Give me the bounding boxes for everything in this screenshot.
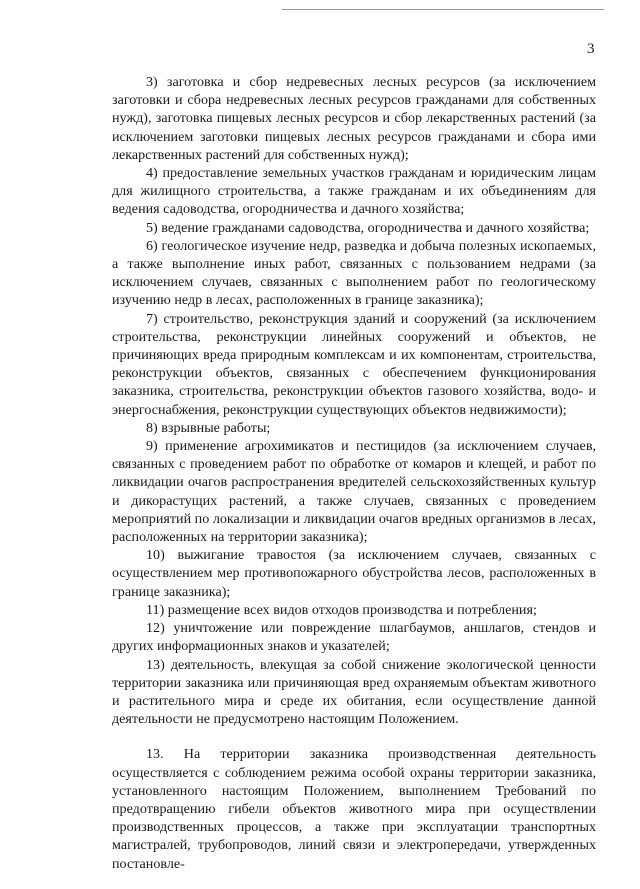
list-item-12: 12) уничтожение или повреждение шлагбаумов, аншлагов, стендов и других информационных знаков и указателей; xyxy=(112,620,596,655)
list-item-5: 5) ведение гражданами садоводства, огородничества и дачного хозяйства; xyxy=(146,219,590,236)
list-item-4: 4) предоставление земельных участков гражданам и юридическим лицам для жилищного строительства, а также гражданам и их объединениям для ведения садоводства, огородничества и дачного хозяйства; xyxy=(112,165,596,218)
list-item-13: 13) деятельность, влекущая за собой снижение экологической ценности территории заказника или причиняющая вред охраняемым объектам животного и растительного мира и среде их обитания, если осуществление данной деятельности не предусмотрено настоящим Положением. xyxy=(112,656,596,728)
section-13-paragraph: 13. На территории заказника производственная деятельность осуществляется с соблюдением режима особой охраны территории заказника, установленного настоящим Положением, выполнением Требований по предотвращению гибели объектов животного мира при осуществлении производственных процессов, а также при эксплуатации транспортных магистралей, трубопроводов, линий связи и электропередачи, утвержденных постановле- xyxy=(112,746,596,872)
list-item-3: 3) заготовка и сбор недревесных лесных ресурсов (за исключением заготовки и сбора недревесных лесных ресурсов гражданами для собственных нужд), заготовка пищевых лесных ресурсов и сбор лекарственных растений (за исключением заготовки пищевых лесных ресурсов гражданами и сбора ими лекарственных растений для собственных нужд); xyxy=(112,74,596,163)
list-item-8: 8) взрывные работы; xyxy=(146,419,271,436)
list-item-10: 10) выжигание травостоя (за исключением случаев, связанных с осуществлением мер противопожарного обустройства лесов, расположенных в границе заказника); xyxy=(112,547,596,600)
page-number: 3 xyxy=(587,41,595,57)
list-item-9: 9) применение агрохимикатов и пестицидов (за исключением случаев, связанных с проведением работ по обработке от комаров и клещей, и работ по ликвидации очагов распространения вредителей сельскохозяйственных культур и дикорастущих растений, а также случаев, связанных с проведением мероприятий по локализации и ликвидации очагов вредных организмов в лесах, расположенных на территории заказника); xyxy=(112,438,596,546)
header-rule xyxy=(282,9,604,10)
list-item-7: 7) строительство, реконструкция зданий и сооружений (за исключением строительства, реконструкции линейных сооружений и объектов, не причиняющих вреда природным комплексам и их компонентам, строительства, реконструкции объектов, связанных с обеспечением функционирования заказника, строительства, реконструкции объектов газового хозяйства, водо- и энергоснабжения, реконструкции существующих объектов недвижимости); xyxy=(112,310,596,418)
document-body xyxy=(112,73,596,873)
paragraph-gap xyxy=(112,728,596,745)
list-item-6: 6) геологическое изучение недр, разведка и добыча полезных ископаемых, а также выполнение иных работ, связанных с пользованием недрами (за исключением случаев, связанных с выполнением работ по геологическому изучению недр в лесах, расположенных в границе заказника); xyxy=(112,237,596,309)
list-item-11: 11) размещение всех видов отходов производства и потребления; xyxy=(146,601,537,618)
